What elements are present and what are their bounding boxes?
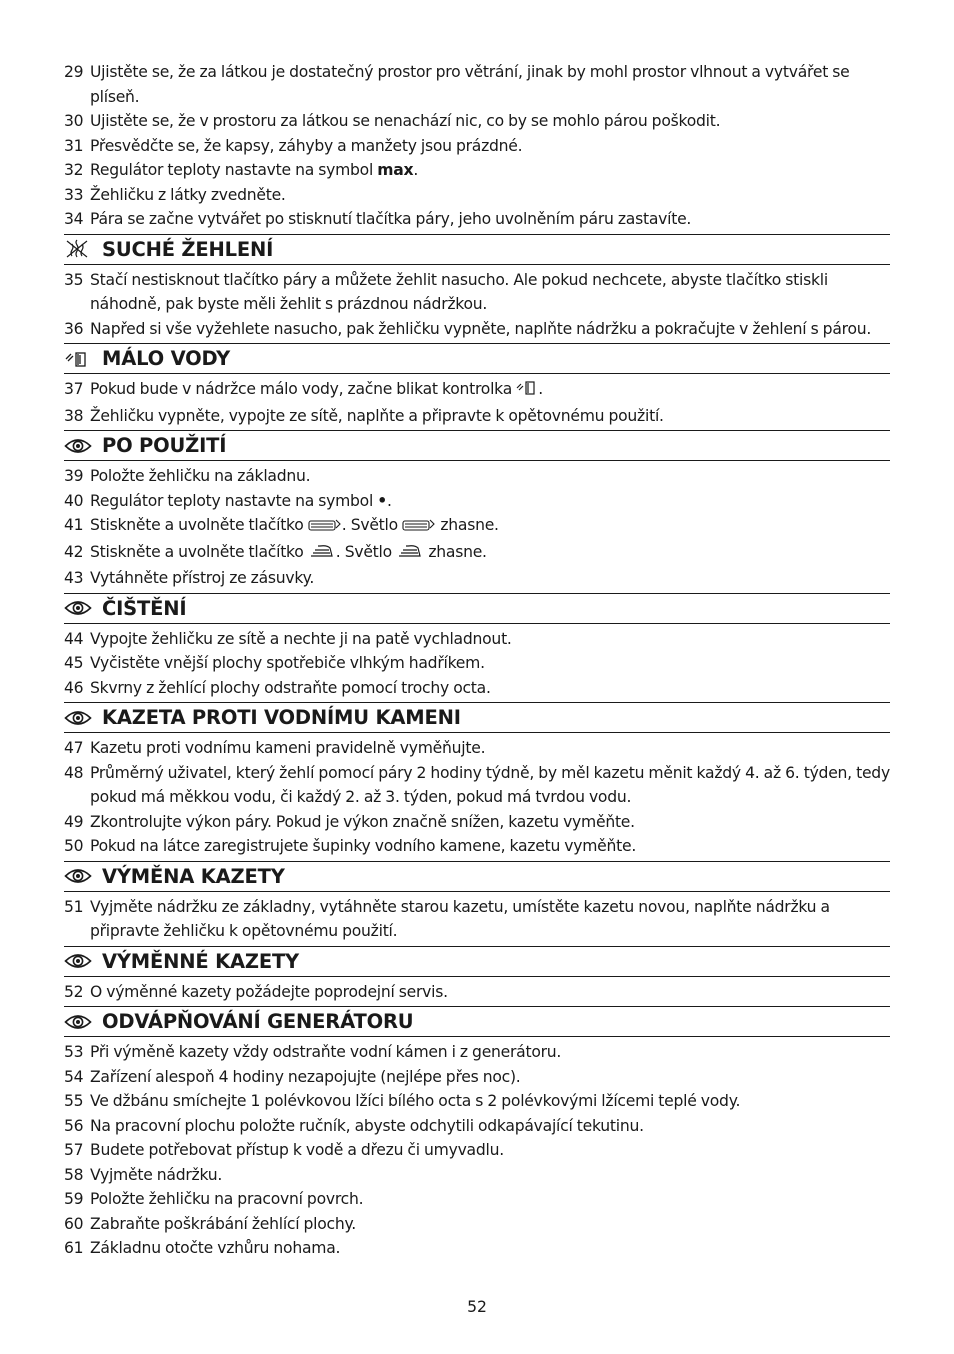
- section-title: SUCHÉ ŽEHLENÍ: [102, 237, 274, 261]
- list-item: 29 Ujistěte se, že za látkou je dostatečný prostor pro větrání, jinak by mohl prostor vlhnout a vytvářet se plíseň.: [64, 63, 850, 106]
- low-water-icon: [64, 349, 92, 369]
- section-title: KAZETA PROTI VODNÍMU KAMENI: [102, 706, 461, 729]
- list-item: 40 Regulátor teploty nastavte na symbol •.: [64, 491, 392, 510]
- list-item: 30 Ujistěte se, že v prostoru za látkou se nenachází nic, co by se mohlo párou poškodit.: [64, 112, 721, 130]
- section-heading-anti-scale-cartridge: [64, 702, 890, 733]
- list-item: 42 Stiskněte a uvolněte tlačítko . Světlo zhasne.: [64, 540, 890, 567]
- iron-light-icon: [396, 542, 424, 567]
- manual-page: [64, 60, 890, 1261]
- eye-icon: [64, 598, 92, 618]
- section-title: VÝMĚNA KAZETY: [102, 864, 285, 888]
- list-item: 52 O výměnné kazety požádejte poprodejní servis.: [64, 982, 448, 1001]
- eye-icon: [64, 1012, 92, 1032]
- list-item: 51 Vyjměte nádržku ze základny, vytáhněte starou kazetu, umístěte kazetu novou, naplňte nádržku a připravte žehličku k opětovnému použití.: [64, 897, 830, 940]
- steam-button-icon: [308, 515, 342, 540]
- section-heading-descaling-generator: [64, 1006, 890, 1037]
- list-item: 61 Základnu otočte vzhůru nohama.: [64, 1239, 341, 1257]
- list-item: 50 Pokud na látce zaregistrujete šupinky vodního kamene, kazetu vyměňte.: [64, 837, 637, 855]
- list-item: 35 Stačí nestisknout tlačítko páry a můžete žehlit nasucho. Ale pokud nechcete, abyste tlačítko stiskli náhodně, pak byste měli žehlit s prázdnou nádržkou.: [64, 270, 828, 313]
- section-heading-cleaning: [64, 593, 890, 624]
- section-title: MÁLO VODY: [102, 347, 231, 370]
- list-item: 47 Kazetu proti vodnímu kameni pravidelně vyměňujte.: [64, 739, 486, 757]
- iron-button-icon: [308, 542, 336, 567]
- list-item: 39 Položte žehličku na základnu.: [64, 467, 311, 485]
- list-item: 32 Regulátor teploty nastavte na symbol max.: [64, 161, 419, 179]
- list-item: 56 Na pracovní plochu položte ručník, abyste odchytili odkapávající tekutinu.: [64, 1116, 644, 1135]
- list-item: 31 Přesvědčte se, že kapsy, záhyby a manžety jsou prázdné.: [64, 136, 523, 155]
- section-title: ODVÁPŇOVÁNÍ GENERÁTORU: [102, 1010, 414, 1033]
- list-item: 59 Položte žehličku na pracovní povrch.: [64, 1190, 364, 1208]
- list-item: 60 Zabraňte poškrábání žehlící plochy.: [64, 1214, 356, 1233]
- list-item: 34 Pára se začne vytvářet po stisknutí tlačítka páry, jeho uvolněním páru zastavíte.: [64, 210, 692, 228]
- section-heading-dry-ironing: [64, 234, 890, 265]
- list-item: 36 Napřed si vše vyžehlete nasucho, pak žehličku vypněte, naplňte nádržku a pokračujte v žehlení s párou.: [64, 319, 872, 338]
- section-title: ČIŠTĚNÍ: [102, 596, 187, 620]
- list-item: 58 Vyjměte nádržku.: [64, 1165, 223, 1184]
- list-item: 54 Zařízení alespoň 4 hodiny nezapojujte (nejlépe přes noc).: [64, 1067, 521, 1086]
- eye-icon: [64, 708, 92, 728]
- list-item: 48 Průměrný uživatel, který žehlí pomocí páry 2 hodiny týdně, by měl kazetu měnit každý 4. až 6. týden, tedy pokud má měkkou vodu, či každý 2. až 3. týden, pokud má tvrdou vodu.: [64, 763, 890, 806]
- eye-icon: [64, 951, 92, 971]
- min-dot-symbol: •: [377, 491, 387, 510]
- section-heading-low-water: [64, 343, 890, 374]
- list-item: 33 Žehličku z látky zvedněte.: [64, 185, 286, 204]
- list-item: 45 Vyčistěte vnější plochy spotřebiče vlhkým hadříkem.: [64, 654, 485, 672]
- section-heading-cartridge-replacement: [64, 861, 890, 892]
- list-item: 53 Při výměně kazety vždy odstraňte vodní kámen i z generátoru.: [64, 1043, 562, 1061]
- section-heading-after-use: [64, 430, 890, 461]
- max-symbol: max: [377, 161, 414, 179]
- list-item: 41 Stiskněte a uvolněte tlačítko . Světlo zhasne.: [64, 513, 890, 540]
- list-item: 44 Vypojte žehličku ze sítě a nechte ji na patě vychladnout.: [64, 629, 512, 648]
- no-steam-icon: [64, 239, 92, 259]
- section-title: PO POUŽITÍ: [102, 434, 227, 457]
- eye-icon: [64, 436, 92, 456]
- list-item: 38 Žehličku vypněte, vypojte ze sítě, naplňte a připravte k opětovnému použití.: [64, 406, 664, 425]
- list-item: 55 Ve džbánu smíchejte 1 polévkovou lžíci bílého octa s 2 polévkovými lžícemi teplé vody.: [64, 1092, 741, 1110]
- eye-icon: [64, 866, 92, 886]
- section-title: VÝMĚNNÉ KAZETY: [102, 949, 299, 973]
- low-water-icon: [516, 379, 538, 404]
- section-heading-spare-cartridges: [64, 946, 890, 977]
- list-item: 57 Budete potřebovat přístup k vodě a dřezu či umyvadlu.: [64, 1141, 504, 1159]
- page-number: 52: [467, 1298, 487, 1316]
- list-item: 37 Pokud bude v nádržce málo vody, začne blikat kontrolka .: [64, 377, 890, 404]
- list-item: 49 Zkontrolujte výkon páry. Pokud je výkon značně snížen, kazetu vyměňte.: [64, 812, 635, 831]
- list-item: 43 Vytáhněte přístroj ze zásuvky.: [64, 569, 315, 587]
- list-item: 46 Skvrny z žehlící plochy odstraňte pomocí trochy octa.: [64, 678, 491, 697]
- steam-light-icon: [402, 515, 436, 540]
